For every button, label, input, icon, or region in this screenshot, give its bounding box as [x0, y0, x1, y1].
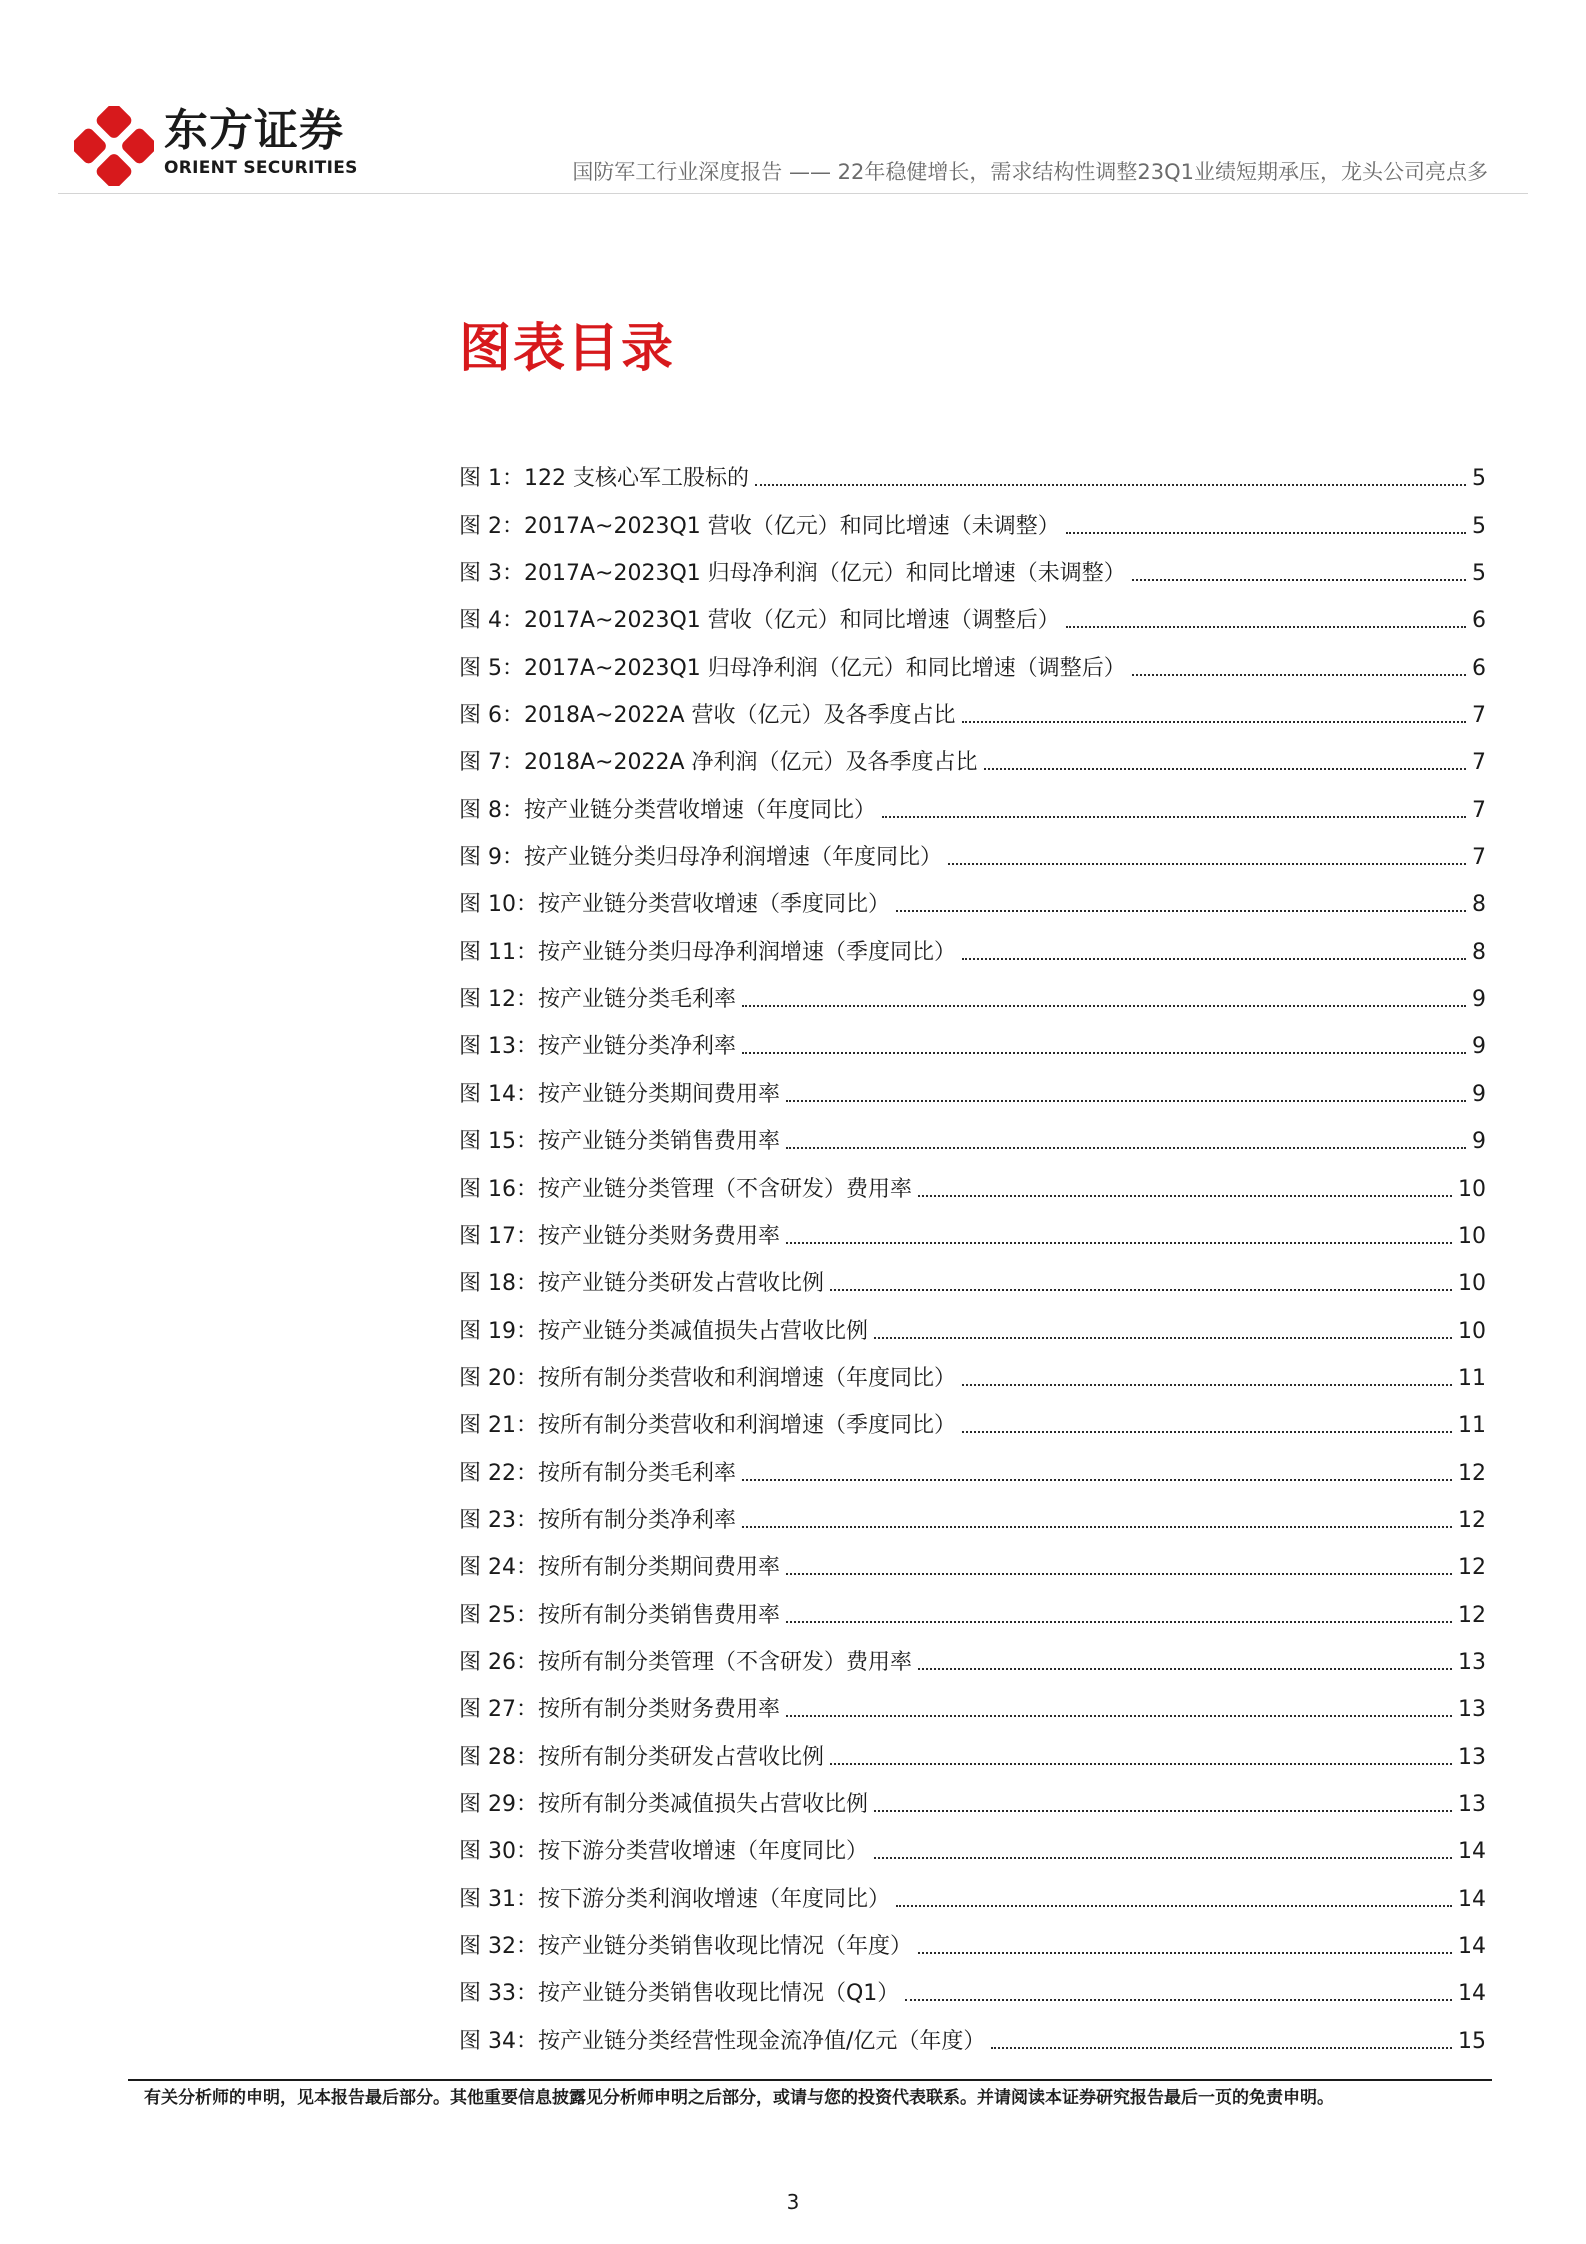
toc-entry-page: 11: [1458, 1413, 1486, 1439]
toc-entry[interactable]: [459, 1583, 1486, 1630]
toc-entry[interactable]: [459, 968, 1486, 1015]
toc-dot-leader: [742, 1479, 1452, 1481]
toc-entry[interactable]: [459, 1441, 1486, 1488]
toc-entry[interactable]: [459, 1867, 1486, 1914]
orient-securities-logo-icon: [74, 106, 154, 186]
toc-entry-label: 图 5：2017A~2023Q1 归母净利润（亿元）和同比增速（调整后）: [459, 655, 1126, 681]
toc-entry-page: 7: [1472, 797, 1486, 823]
toc-dot-leader: [786, 1242, 1452, 1244]
toc-entry[interactable]: [459, 1489, 1486, 1536]
toc-entry-page: 7: [1472, 750, 1486, 776]
toc-dot-leader: [918, 1668, 1452, 1670]
toc-dot-leader: [962, 721, 1467, 723]
toc-entry-label: 图 23：按所有制分类净利率: [459, 1507, 736, 1533]
toc-entry-page: 15: [1458, 2028, 1486, 2054]
toc-entry-label: 图 20：按所有制分类营收和利润增速（年度同比）: [459, 1365, 956, 1391]
toc-entry-label: 图 10：按产业链分类营收增速（季度同比）: [459, 892, 890, 918]
toc-entry-label: 图 15：按产业链分类销售费用率: [459, 1129, 780, 1155]
toc-entry-label: 图 25：按所有制分类销售费用率: [459, 1602, 780, 1628]
toc-dot-leader: [1066, 532, 1466, 534]
toc-dot-leader: [962, 1431, 1452, 1433]
toc-entry[interactable]: [459, 494, 1486, 541]
toc-entry[interactable]: [459, 1252, 1486, 1299]
toc-dot-leader: [874, 1810, 1452, 1812]
toc-entry-page: 13: [1458, 1744, 1486, 1770]
toc-dot-leader: [742, 1052, 1466, 1054]
toc-entry[interactable]: [459, 1015, 1486, 1062]
toc-entry-page: 13: [1458, 1649, 1486, 1675]
toc-entry-label: 图 2：2017A~2023Q1 营收（亿元）和同比增速（未调整）: [459, 513, 1060, 539]
toc-entry[interactable]: [459, 1394, 1486, 1441]
toc-entry-label: 图 27：按所有制分类财务费用率: [459, 1697, 780, 1723]
toc-entry-page: 14: [1458, 1886, 1486, 1912]
toc-entry-label: 图 8：按产业链分类营收增速（年度同比）: [459, 797, 876, 823]
toc-dot-leader: [948, 863, 1466, 865]
toc-entry-page: 10: [1458, 1223, 1486, 1249]
toc-list: [459, 447, 1486, 2057]
toc-entry[interactable]: [459, 2009, 1486, 2056]
toc-entry[interactable]: [459, 920, 1486, 967]
brand-name-en: ORIENT SECURITIES: [164, 158, 358, 178]
toc-entry-page: 5: [1472, 513, 1486, 539]
toc-entry-label: 图 26：按所有制分类管理（不含研发）费用率: [459, 1649, 912, 1675]
toc-entry-label: 图 11：按产业链分类归母净利润增速（季度同比）: [459, 939, 956, 965]
toc-dot-leader: [1132, 579, 1466, 581]
toc-dot-leader: [742, 1526, 1452, 1528]
toc-dot-leader: [874, 1857, 1452, 1859]
toc-entry[interactable]: [459, 1725, 1486, 1772]
toc-entry[interactable]: [459, 1205, 1486, 1252]
toc-entry-label: 图 17：按产业链分类财务费用率: [459, 1223, 780, 1249]
toc-entry[interactable]: [459, 1110, 1486, 1157]
report-header-title: 国防军工行业深度报告 —— 22年稳健增长，需求结构性调整23Q1业绩短期承压，龙头公司亮点多: [572, 160, 1488, 184]
toc-entry-label: 图 28：按所有制分类研发占营收比例: [459, 1744, 824, 1770]
toc-entry[interactable]: [459, 1631, 1486, 1678]
toc-entry[interactable]: [459, 684, 1486, 731]
toc-entry-label: 图 4：2017A~2023Q1 营收（亿元）和同比增速（调整后）: [459, 608, 1060, 634]
toc-entry-page: 12: [1458, 1555, 1486, 1581]
toc-entry-page: 12: [1458, 1602, 1486, 1628]
toc-entry[interactable]: [459, 1962, 1486, 2009]
toc-entry-label: 图 31：按下游分类利润收增速（年度同比）: [459, 1886, 890, 1912]
toc-entry-label: 图 1：122 支核心军工股标的: [459, 466, 749, 492]
toc-entry-label: 图 22：按所有制分类毛利率: [459, 1460, 736, 1486]
toc-entry-label: 图 9：按产业链分类归母净利润增速（年度同比）: [459, 845, 942, 871]
brand-name-cn: 东方证券: [164, 105, 344, 156]
toc-entry[interactable]: [459, 1915, 1486, 1962]
toc-entry-page: 9: [1472, 1081, 1486, 1107]
toc-entry-label: 图 3：2017A~2023Q1 归母净利润（亿元）和同比增速（未调整）: [459, 561, 1126, 587]
toc-dot-leader: [786, 1147, 1466, 1149]
toc-entry-page: 13: [1458, 1791, 1486, 1817]
toc-entry-page: 5: [1472, 561, 1486, 587]
toc-entry-page: 12: [1458, 1460, 1486, 1486]
toc-entry-label: 图 7：2018A~2022A 净利润（亿元）及各季度占比: [459, 750, 978, 776]
toc-entry-page: 11: [1458, 1365, 1486, 1391]
toc-dot-leader: [962, 958, 1466, 960]
toc-entry-label: 图 33：按产业链分类销售收现比情况（Q1）: [459, 1981, 900, 2007]
toc-entry-label: 图 21：按所有制分类营收和利润增速（季度同比）: [459, 1413, 956, 1439]
toc-entry-page: 14: [1458, 1934, 1486, 1959]
toc-entry[interactable]: [459, 1347, 1486, 1394]
toc-entry-page: 9: [1472, 987, 1486, 1013]
toc-dot-leader: [1132, 674, 1466, 676]
toc-entry-page: 14: [1458, 1981, 1486, 2007]
toc-dot-leader: [742, 1005, 1466, 1007]
toc-entry[interactable]: [459, 1536, 1486, 1583]
toc-dot-leader: [896, 910, 1466, 912]
toc-dot-leader: [918, 1195, 1452, 1197]
toc-entry[interactable]: [459, 1157, 1486, 1204]
toc-dot-leader: [991, 2047, 1452, 2049]
toc-entry-label: 图 34：按产业链分类经营性现金流净值/亿元（年度）: [459, 2028, 986, 2054]
toc-entry-page: 6: [1472, 655, 1486, 681]
toc-entry-label: 图 14：按产业链分类期间费用率: [459, 1081, 780, 1107]
toc-entry[interactable]: [459, 873, 1486, 920]
toc-entry[interactable]: [459, 1299, 1486, 1346]
toc-dot-leader: [786, 1573, 1452, 1575]
toc-dot-leader: [882, 816, 1466, 818]
toc-entry-label: 图 32：按产业链分类销售收现比情况（年度）: [459, 1934, 912, 1959]
page-number: 3: [786, 2190, 800, 2214]
toc-entry-page: 14: [1458, 1839, 1486, 1865]
toc-entry[interactable]: [459, 589, 1486, 636]
toc-entry-label: 图 29：按所有制分类减值损失占营收比例: [459, 1791, 868, 1817]
toc-dot-leader: [830, 1763, 1452, 1765]
toc-dot-leader: [896, 1905, 1452, 1907]
toc-entry[interactable]: [459, 731, 1486, 778]
header-divider: [58, 193, 1528, 194]
toc-entry-label: 图 6：2018A~2022A 营收（亿元）及各季度占比: [459, 703, 956, 729]
toc-entry-page: 10: [1458, 1176, 1486, 1202]
toc-entry-label: 图 12：按产业链分类毛利率: [459, 987, 736, 1013]
toc-entry-label: 图 30：按下游分类营收增速（年度同比）: [459, 1839, 868, 1865]
toc-entry[interactable]: [459, 778, 1486, 825]
toc-entry[interactable]: [459, 447, 1486, 494]
toc-dot-leader: [786, 1621, 1452, 1623]
toc-dot-leader: [905, 1999, 1452, 2001]
toc-dot-leader: [786, 1715, 1452, 1717]
toc-entry[interactable]: [459, 1062, 1486, 1109]
toc-dot-leader: [1066, 626, 1466, 628]
toc-dot-leader: [918, 1952, 1452, 1954]
toc-entry-page: 10: [1458, 1271, 1486, 1297]
toc-entry-page: 7: [1472, 845, 1486, 871]
toc-entry[interactable]: [459, 542, 1486, 589]
toc-dot-leader: [962, 1384, 1452, 1386]
toc-entry-page: 10: [1458, 1318, 1486, 1344]
toc-entry-label: 图 16：按产业链分类管理（不含研发）费用率: [459, 1176, 912, 1202]
toc-dot-leader: [984, 768, 1467, 770]
toc-entry-page: 12: [1458, 1507, 1486, 1533]
toc-entry-page: 6: [1472, 608, 1486, 634]
toc-dot-leader: [830, 1289, 1452, 1291]
toc-entry-page: 7: [1472, 703, 1486, 729]
toc-entry-page: 9: [1472, 1034, 1486, 1060]
disclaimer-text: 有关分析师的申明，见本报告最后部分。其他重要信息披露见分析师申明之后部分，或请与您的投资代表联系。并请阅读本证券研究报告最后一页的免责申明。: [144, 2088, 1334, 2108]
toc-entry[interactable]: [459, 826, 1486, 873]
toc-entry-page: 8: [1472, 939, 1486, 965]
toc-entry[interactable]: [459, 636, 1486, 683]
toc-title: 图表目录: [459, 319, 676, 379]
toc-entry-page: 9: [1472, 1129, 1486, 1155]
toc-dot-leader: [874, 1337, 1452, 1339]
toc-entry-page: 13: [1458, 1697, 1486, 1723]
footer-divider: [128, 2079, 1492, 2081]
toc-entry-label: 图 18：按产业链分类研发占营收比例: [459, 1271, 824, 1297]
toc-entry-label: 图 13：按产业链分类净利率: [459, 1034, 736, 1060]
toc-dot-leader: [786, 1100, 1466, 1102]
toc-entry[interactable]: [459, 1820, 1486, 1867]
toc-entry-page: 8: [1472, 892, 1486, 918]
toc-entry-page: 5: [1472, 466, 1486, 492]
toc-entry[interactable]: [459, 1678, 1486, 1725]
toc-entry-label: 图 24：按所有制分类期间费用率: [459, 1555, 780, 1581]
toc-entry-label: 图 19：按产业链分类减值损失占营收比例: [459, 1318, 868, 1344]
toc-entry[interactable]: [459, 1773, 1486, 1820]
toc-dot-leader: [755, 484, 1466, 486]
